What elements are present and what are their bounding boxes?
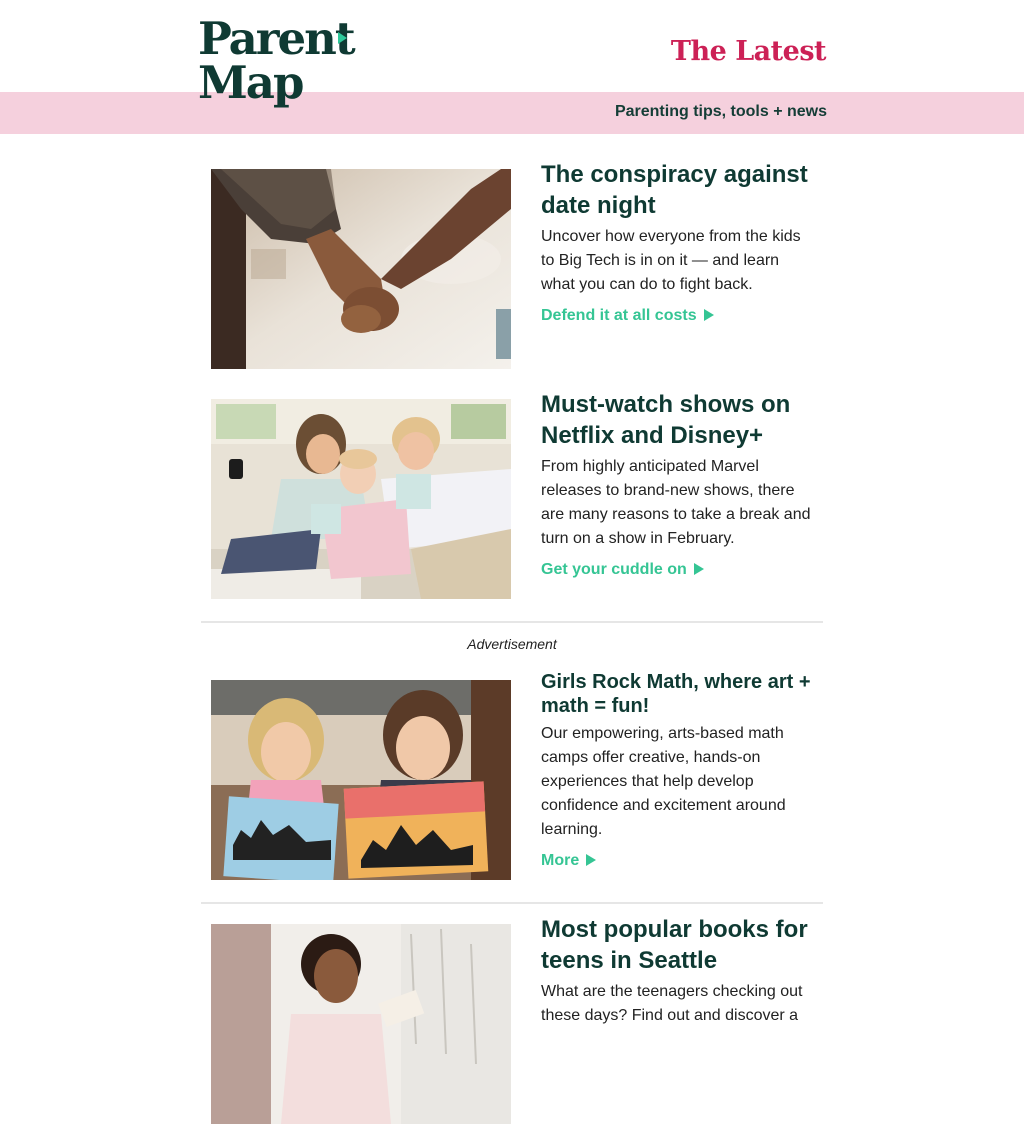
newsletter-content bbox=[201, 134, 823, 1124]
play-arrow-icon bbox=[704, 309, 714, 321]
cta-label: More bbox=[541, 852, 580, 869]
play-arrow-icon bbox=[694, 563, 704, 575]
ad-title[interactable]: Girls Rock Math, where art + math = fun! bbox=[541, 671, 811, 717]
logo-text-line1: Parent bbox=[198, 12, 354, 65]
parentmap-logo[interactable] bbox=[198, 12, 358, 120]
play-arrow-icon bbox=[586, 854, 596, 866]
article-cta-link[interactable] bbox=[541, 561, 704, 579]
advertisement-card bbox=[201, 671, 823, 880]
article-image-teen-reading[interactable] bbox=[211, 924, 511, 1124]
holding-hands-photo bbox=[211, 169, 511, 369]
article-image-family-couch[interactable] bbox=[211, 399, 511, 599]
article-description: Uncover how everyone from the kids to Big Tech is in on it — and learn what you can do to fight back. bbox=[541, 228, 801, 293]
article-card bbox=[201, 161, 823, 369]
ad-image-girls-art[interactable] bbox=[211, 680, 511, 880]
advertisement-label: Advertisement bbox=[467, 636, 557, 652]
article-cta-link[interactable] bbox=[541, 307, 714, 325]
tagline-banner bbox=[0, 92, 1024, 134]
tagline-text: Parenting tips, tools + news bbox=[614, 103, 827, 120]
article-title[interactable]: The conspiracy against date night bbox=[541, 161, 808, 219]
article-image-holding-hands[interactable] bbox=[211, 169, 511, 369]
article-text bbox=[511, 159, 813, 369]
teen-reading-book-photo bbox=[211, 924, 511, 1124]
girls-holding-drawings-photo bbox=[211, 680, 511, 880]
article-description: From highly anticipated Marvel releases to brand-new shows, there are many reasons to take a break and turn on a show in February. bbox=[541, 458, 811, 547]
logo-play-icon bbox=[338, 32, 347, 44]
ad-text bbox=[511, 670, 813, 880]
article-description: What are the teenagers checking out these days? Find out and discover a bbox=[541, 983, 803, 1024]
cta-label: Defend it at all costs bbox=[541, 307, 697, 324]
logo-text-line2: Map bbox=[198, 56, 303, 109]
ad-cta-link[interactable] bbox=[541, 852, 596, 870]
article-card bbox=[201, 916, 823, 1124]
article-text bbox=[511, 389, 813, 599]
article-title[interactable]: Most popular books for teens in Seattle bbox=[541, 916, 808, 974]
ad-description: Our empowering, arts-based math camps offer creative, hands-on experiences that help develop confidence and excitement around learning. bbox=[541, 725, 786, 838]
article-title[interactable]: Must-watch shows on Netflix and Disney+ bbox=[541, 391, 791, 449]
section-divider bbox=[201, 902, 823, 904]
email-header bbox=[0, 0, 1024, 109]
article-card bbox=[201, 391, 823, 599]
section-divider bbox=[201, 621, 823, 623]
article-text bbox=[511, 914, 813, 1124]
family-watching-tv-photo bbox=[211, 399, 511, 599]
cta-label: Get your cuddle on bbox=[541, 561, 687, 578]
section-title: The Latest bbox=[670, 36, 826, 67]
